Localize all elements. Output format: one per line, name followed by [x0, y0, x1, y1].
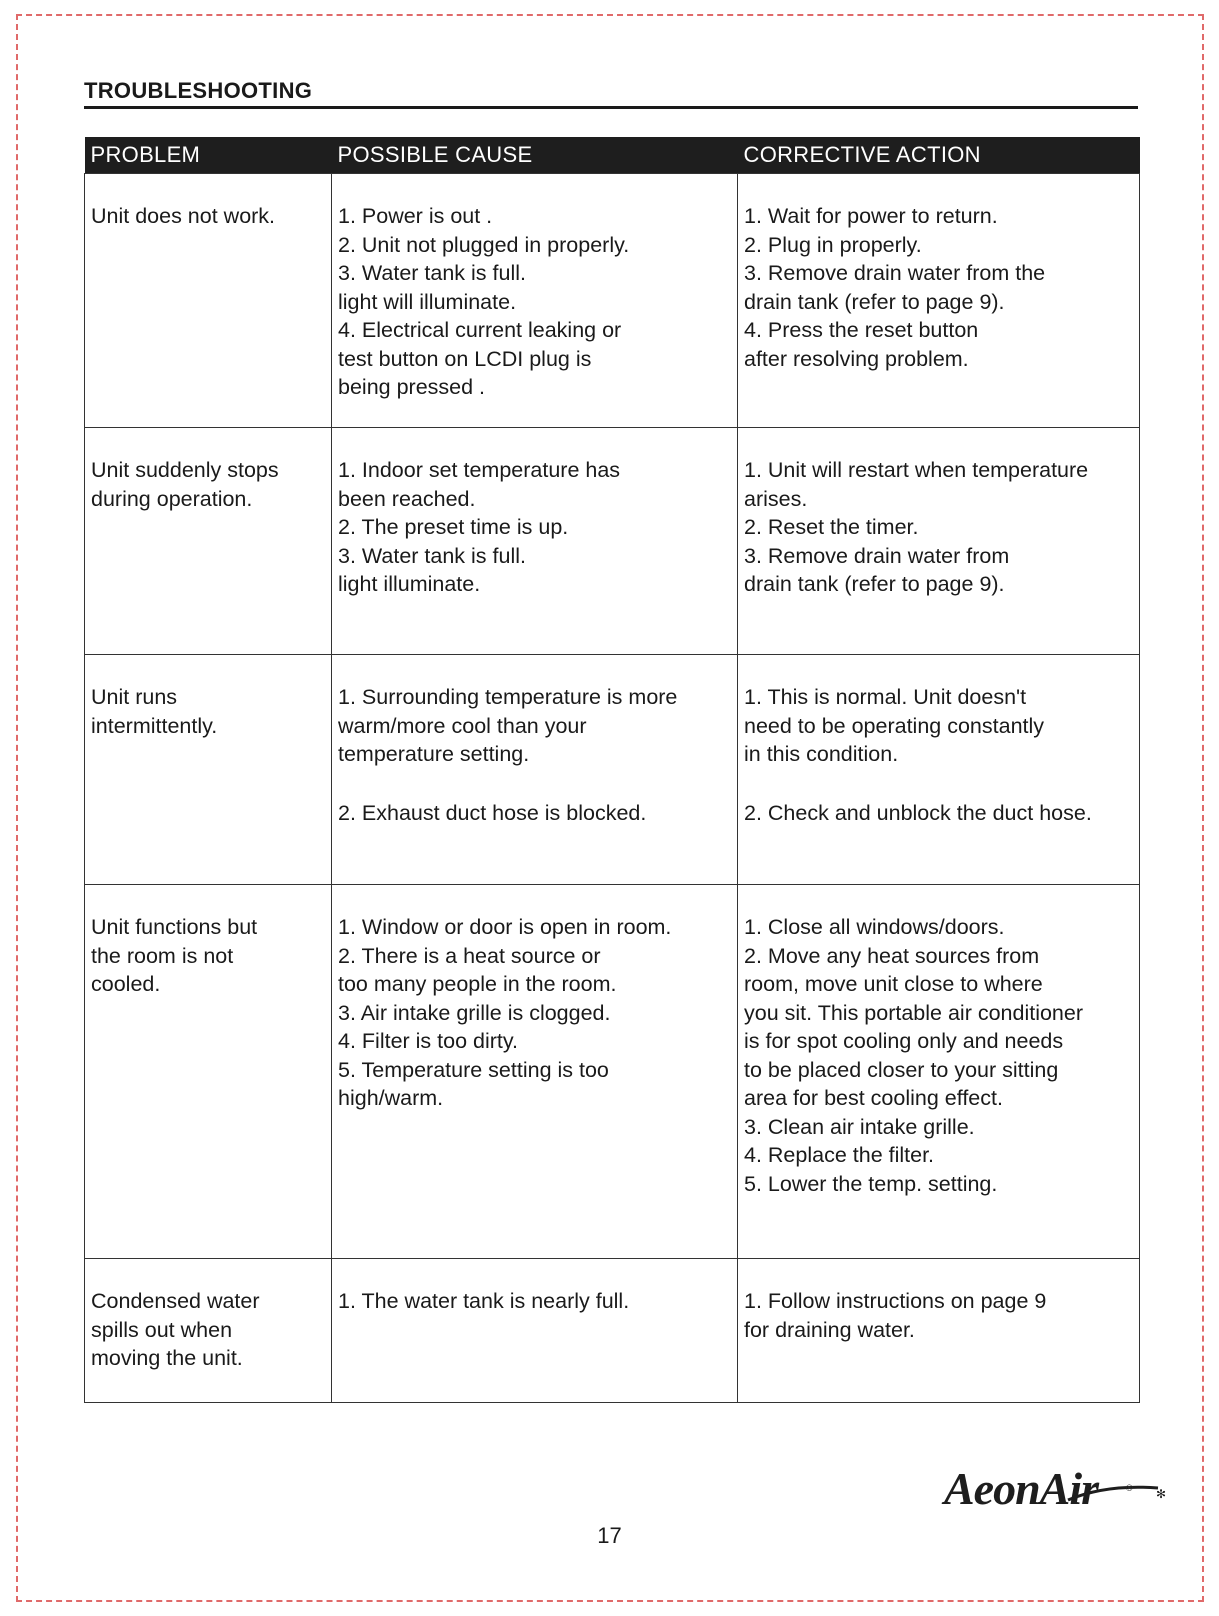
text-line: area for best cooling effect.	[744, 1086, 1003, 1110]
text-line: light illuminate.	[338, 572, 481, 596]
text-line: 3. Remove drain water from	[744, 543, 1010, 568]
text-line: 5. Lower the temp. setting.	[744, 1171, 998, 1196]
text-line: 2. Plug in properly.	[744, 232, 922, 257]
text-line: Unit runs	[91, 685, 178, 709]
text-line: 4. Filter is too dirty.	[338, 1029, 519, 1053]
text-line: 1. Wait for power to return.	[744, 204, 998, 228]
text-line: room, move unit close to where	[744, 972, 1043, 996]
svg-text:✻: ✻	[1155, 1487, 1166, 1501]
page-title: TROUBLESHOOTING	[84, 78, 313, 103]
table-row	[85, 885, 1140, 1259]
logo-swoosh-icon	[1066, 1482, 1166, 1512]
text-line: 1. Close all windows/doors.	[744, 915, 1005, 939]
text-line: 3. Remove drain water from the	[744, 261, 1046, 285]
text-line: 1. Follow instructions on page 9	[744, 1289, 1047, 1313]
text-line: to be placed closer to your sitting	[744, 1057, 1059, 1082]
text-line: being pressed .	[338, 375, 486, 399]
text-line: 4. Press the reset button	[744, 318, 979, 342]
text-line: after resolving problem.	[744, 346, 969, 371]
text-line: 3. Water tank is full.	[338, 261, 526, 285]
text-line: 1. This is normal. Unit doesn't	[744, 685, 1027, 709]
text-line: warm/more cool than your	[338, 713, 587, 738]
text-line: 2. Move any heat sources from	[744, 943, 1040, 968]
title-underline	[84, 106, 1138, 109]
text-line: in this condition.	[744, 742, 899, 766]
text-line: 2. The preset time is up.	[338, 515, 569, 539]
text-line: 4. Electrical current leaking or	[338, 318, 622, 342]
page-number: 17	[597, 1523, 622, 1548]
action-cell	[738, 885, 1140, 1259]
column-header-action: CORRECTIVE ACTION	[738, 137, 1140, 174]
text-line: temperature setting.	[338, 742, 530, 766]
text-line: moving the unit.	[91, 1346, 243, 1370]
text-line: been reached.	[338, 486, 476, 511]
text-line: high/warm.	[338, 1086, 444, 1110]
column-header-problem: PROBLEM	[85, 137, 332, 174]
table-row	[85, 655, 1140, 885]
text-line: Condensed water	[91, 1289, 260, 1313]
problem-cell	[85, 174, 332, 428]
cause-cell	[332, 885, 738, 1259]
text-line: 2. There is a heat source or	[338, 943, 601, 968]
text-line: too many people in the room.	[338, 972, 617, 996]
text-line: 3. Water tank is full.	[338, 543, 526, 568]
table-row	[85, 1259, 1140, 1403]
action-cell	[738, 428, 1140, 655]
text-line: 1. The water tank is nearly full.	[338, 1289, 630, 1313]
text-line: 4. Replace the filter.	[744, 1143, 935, 1167]
action-cell	[738, 174, 1140, 428]
text-line: drain tank (refer to page 9).	[744, 289, 1005, 314]
text-line: you sit. This portable air conditioner	[744, 1000, 1084, 1025]
text-line: 3. Clean air intake grille.	[744, 1114, 975, 1139]
text-line: 1. Power is out .	[338, 204, 493, 228]
problem-cell	[85, 655, 332, 885]
text-line: light will illuminate.	[338, 289, 517, 314]
text-line: during operation.	[91, 486, 253, 511]
text-line: 1. Unit will restart when temperature	[744, 458, 1089, 482]
troubleshooting-table	[84, 137, 1140, 1403]
text-line: 5. Temperature setting is too	[338, 1057, 609, 1082]
problem-cell	[85, 1259, 332, 1403]
text-line: 2. Reset the timer.	[744, 515, 919, 539]
text-line: 3. Air intake grille is clogged.	[338, 1000, 611, 1025]
problem-cell	[85, 428, 332, 655]
text-line: spills out when	[91, 1317, 233, 1342]
text-line: Unit does not work.	[91, 204, 276, 228]
column-header-cause: POSSIBLE CAUSE	[332, 137, 738, 174]
table-row	[85, 174, 1140, 428]
problem-cell	[85, 885, 332, 1259]
text-line: Unit functions but	[91, 915, 258, 939]
text-line: for draining water.	[744, 1317, 915, 1342]
registered-mark: ®	[1126, 1483, 1133, 1493]
text-line: 2. Unit not plugged in properly.	[338, 232, 630, 257]
spacer	[744, 769, 1131, 799]
text-line: need to be operating constantly	[744, 713, 1045, 738]
text-line: Unit suddenly stops	[91, 458, 279, 482]
brand-logo: AeonAir	[944, 1463, 1099, 1514]
spacer	[338, 769, 729, 799]
table-row	[85, 428, 1140, 655]
cause-cell	[332, 655, 738, 885]
text-line: 1. Surrounding temperature is more	[338, 685, 678, 709]
text-line: 1. Indoor set temperature has	[338, 458, 621, 482]
text-line: drain tank (refer to page 9).	[744, 572, 1005, 596]
table-header-row	[85, 137, 1140, 174]
text-line: arises.	[744, 486, 808, 511]
text-line: intermittently.	[91, 713, 218, 738]
cause-cell	[332, 428, 738, 655]
text-line: 2. Check and unblock the duct hose.	[744, 800, 1092, 825]
text-line: 1. Window or door is open in room.	[338, 915, 672, 939]
text-line: test button on LCDI plug is	[338, 346, 592, 371]
action-cell	[738, 1259, 1140, 1403]
cause-cell	[332, 174, 738, 428]
text-line: the room is not	[91, 943, 234, 968]
text-line: is for spot cooling only and needs	[744, 1029, 1064, 1053]
cause-cell	[332, 1259, 738, 1403]
action-cell	[738, 655, 1140, 885]
text-line: 2. Exhaust duct hose is blocked.	[338, 800, 647, 825]
text-line: cooled.	[91, 972, 161, 996]
